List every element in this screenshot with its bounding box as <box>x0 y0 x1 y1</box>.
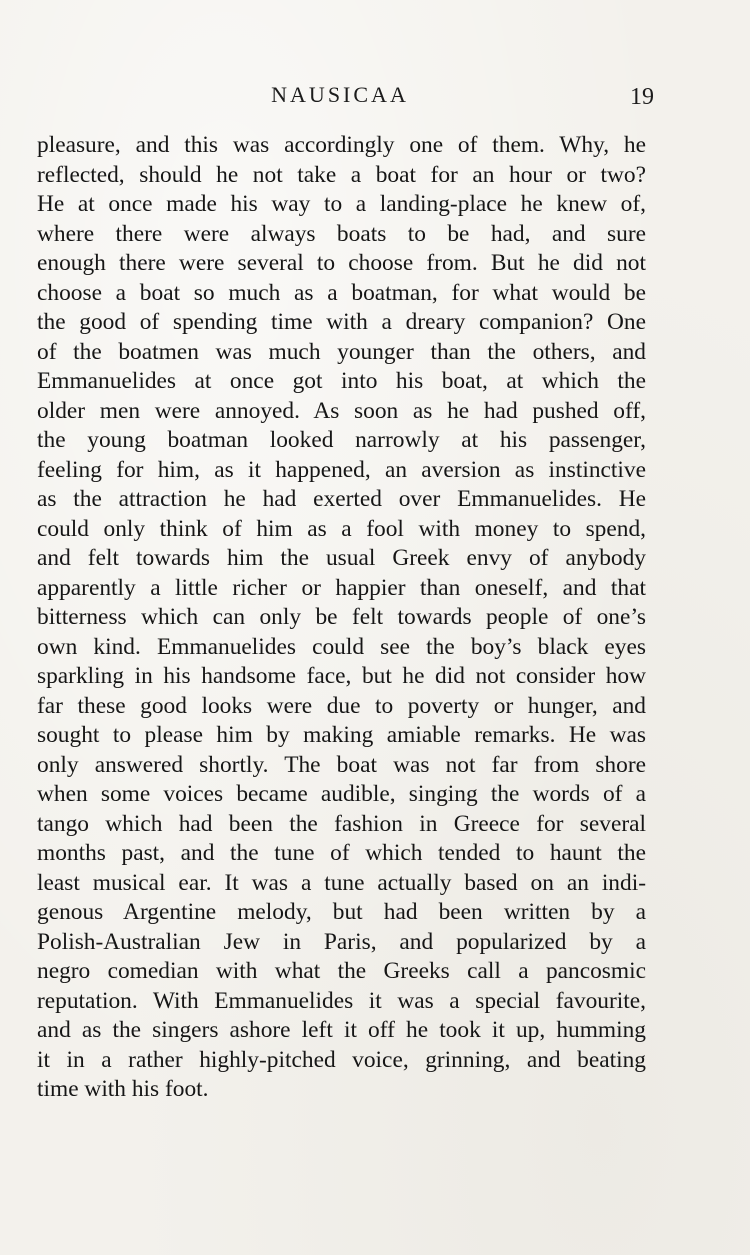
text-line: bitterness which can only be felt towards people of one’s <box>37 604 646 630</box>
text-line: time with his foot. <box>37 1076 209 1102</box>
page-number: 19 <box>630 84 654 110</box>
running-title: NAUSICAA <box>271 82 409 107</box>
text-line: months past, and the tune of which tended to haunt the <box>37 840 646 866</box>
text-line: sparkling in his handsome face, but he did not consider how <box>37 663 646 689</box>
text-line: reflected, should he not take a boat for an hour or two? <box>37 161 646 188</box>
text-line: pleasure, and this was accordingly one of them. Why, he <box>37 132 646 158</box>
text-line: Emmanuelides at once got into his boat, at which the <box>37 368 646 394</box>
text-line: it in a rather highly-pitched voice, grinning, and beating <box>37 1046 646 1073</box>
text-line: least musical ear. It was a tune actually based on an indi- <box>37 869 646 896</box>
text-line: apparently a little richer or happier than oneself, and that <box>37 574 646 601</box>
text-line: own kind. Emmanuelides could see the boy’s black eyes <box>37 633 646 660</box>
text-line: negro comedian with what the Greeks call a pancosmic <box>37 958 646 984</box>
text-line: choose a boat so much as a boatman, for what would be <box>37 279 646 306</box>
text-line: genous Argentine melody, but had been written by a <box>37 899 646 925</box>
text-line: when some voices became audible, singing the words of a <box>37 781 646 807</box>
running-head <box>0 82 750 112</box>
text-line: sought to please him by making amiable remarks. He was <box>37 722 646 748</box>
text-line: Polish-Australian Jew in Paris, and popularized by a <box>37 928 646 955</box>
text-line: and felt towards him the usual Greek envy of anybody <box>37 545 646 571</box>
text-line: of the boatmen was much younger than the others, and <box>37 338 646 365</box>
text-line: as the attraction he had exerted over Emmanuelides. He <box>37 486 646 512</box>
text-line: only answered shortly. The boat was not far from shore <box>37 751 646 778</box>
text-line: where there were always boats to be had, and sure <box>37 220 646 247</box>
text-line: and as the singers ashore left it off he took it up, humming <box>37 1017 646 1043</box>
text-line: tango which had been the fashion in Greece for several <box>37 810 646 837</box>
body-paragraph <box>37 131 646 1105</box>
text-line: enough there were several to choose from. But he did not <box>37 250 646 276</box>
text-line: far these good looks were due to poverty or hunger, and <box>37 692 646 719</box>
text-line: older men were annoyed. As soon as he had pushed off, <box>37 397 646 424</box>
text-line: He at once made his way to a landing-place he knew of, <box>37 191 646 217</box>
text-line: reputation. With Emmanuelides it was a special favourite, <box>37 987 646 1014</box>
text-line: the young boatman looked narrowly at his passenger, <box>37 427 646 453</box>
text-line: the good of spending time with a dreary companion? One <box>37 309 646 335</box>
text-line: feeling for him, as it happened, an aversion as instinctive <box>37 456 646 483</box>
text-line: could only think of him as a fool with money to spend, <box>37 515 646 542</box>
